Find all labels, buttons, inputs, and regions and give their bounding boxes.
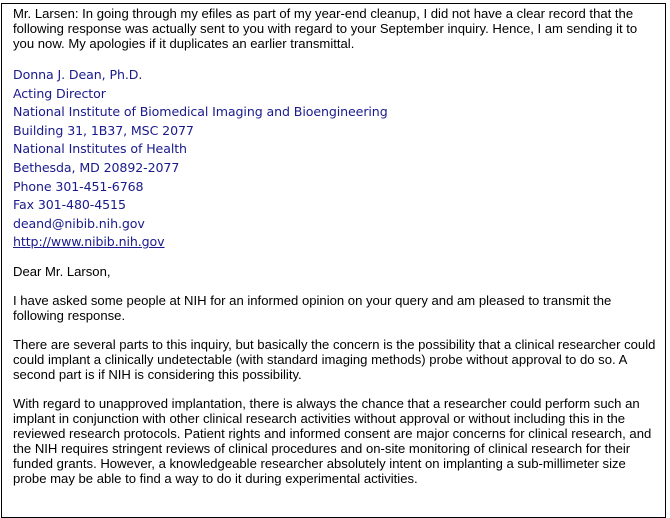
body-paragraph-3: With regard to unapproved implantation, there is always the chance that a researcher could perform such an implant in conjunction with other clinical research activities without approval or without including this in the reviewed research protocols. Patient rights and informed consent are major concerns for clinical research, and the NIH requires stringent reviews of clinical procedures and on-site monitoring of clinical research for their funded grants. However, a knowledgeable researcher absolutely intent on implanting a sub-millimeter size probe may be able to find a way to do it during experimental activities.	[13, 395, 652, 486]
signature-title: Acting Director	[13, 85, 106, 101]
salutation: Dear Mr. Larson,	[13, 263, 111, 279]
signature-institute: National Institute of Biomedical Imaging and Bioengineering	[13, 104, 388, 120]
signature-city: Bethesda, MD 20892-2077	[13, 159, 180, 175]
document-body	[13, 6, 661, 486]
signature-name: Donna J. Dean, Ph.D.	[13, 67, 143, 82]
signature-email: deand@nibib.nih.gov	[13, 215, 145, 231]
body-paragraph-2: There are several parts to this inquiry, but basically the concern is the possibility that a clinical researcher could could implant a clinically undetectable (with standard imaging methods) probe without approval to do so. A second part is if NIH is considering this possibility.	[13, 336, 656, 382]
signature-org: National Institutes of Health	[13, 141, 187, 157]
signature-fax: Fax 301-480-4515	[13, 197, 126, 213]
signature-phone: Phone 301-451-6768	[13, 178, 144, 194]
email-signature	[13, 66, 661, 252]
signature-website-link[interactable]: http://www.nibib.nih.gov	[13, 234, 165, 250]
signature-building: Building 31, 1B37, MSC 2077	[13, 122, 194, 138]
body-paragraph-1: I have asked some people at NIH for an informed opinion on your query and am pleased to transmit the following response.	[13, 292, 612, 323]
intro-paragraph: Mr. Larsen: In going through my efiles as part of my year-end cleanup, I did not have a clear record that the following response was actually sent to you with regard to your September inquiry. Hence, I am sending it to you now. My apologies if it duplicates an earlier transmittal.	[13, 6, 638, 51]
